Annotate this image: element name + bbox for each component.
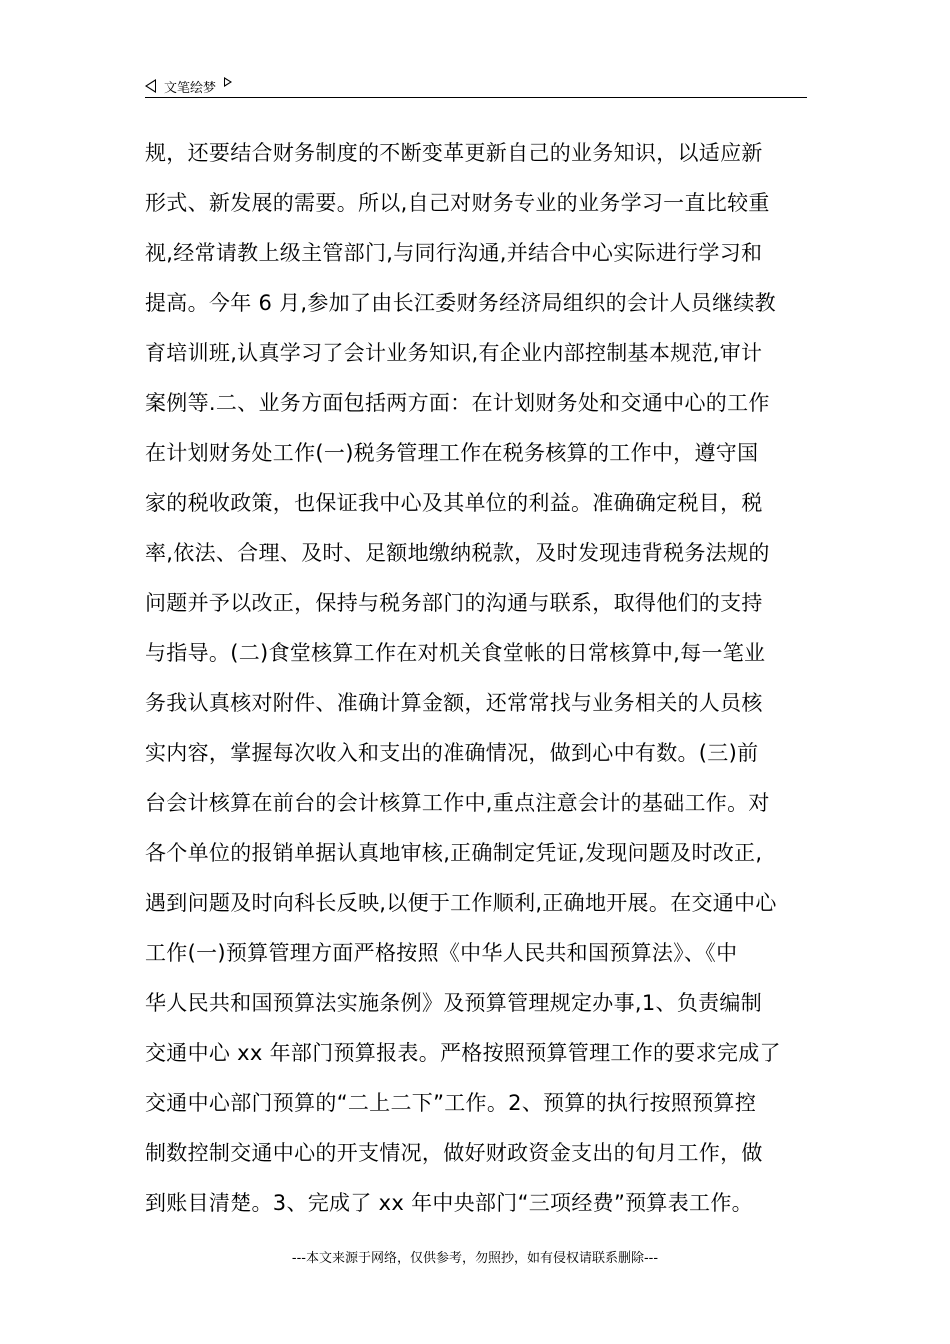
text-line: 形式、新发展的需要。所以,自己对财务专业的业务学习一直比较重 (145, 191, 770, 215)
text-line: 工作(一)预算管理方面严格按照《中华人民共和国预算法》、《中 (145, 941, 738, 965)
text-line: 育培训班,认真学习了会计业务知识,有企业内部控制基本规范,审计 (145, 341, 763, 365)
text-line: 交通中心部门预算的“二上二下”工作。2、预算的执行按照预算控 (145, 1091, 757, 1115)
text-line: 案例等.二、业务方面包括两方面：在计划财务处和交通中心的工作 (145, 391, 770, 415)
text-line: 华人民共和国预算法实施条例》及预算管理规定办事,1、负责编制 (145, 991, 763, 1015)
text-line: 遇到问题及时向科长反映,以便于工作顺利,正确地开展。在交通中心 (145, 891, 777, 915)
page-header (145, 74, 807, 98)
header-title: 文笔绘梦 (164, 80, 217, 96)
text-line: 问题并予以改正，保持与税务部门的沟通与联系，取得他们的支持 (145, 591, 763, 615)
text-line: 各个单位的报销单据认真地审核,正确制定凭证,发现问题及时改正, (145, 841, 763, 865)
text-line: 与指导。(二)食堂核算工作在对机关食堂帐的日常核算中,每一笔业 (145, 641, 766, 665)
body-text (145, 128, 807, 1228)
text-line: 实内容，掌握每次收入和支出的准确情况，做到心中有数。(三)前 (145, 741, 759, 765)
text-line: 规，还要结合财务制度的不断变革更新自己的业务知识，以适应新 (145, 141, 763, 165)
text-line: 在计划财务处工作(一)税务管理工作在税务核算的工作中，遵守国 (145, 441, 759, 465)
text-line: 务我认真核对附件、准确计算金额，还常常找与业务相关的人员核 (145, 691, 763, 715)
header-divider (145, 97, 807, 98)
text-line: 提高。今年 6 月,参加了由长江委财务经济局组织的会计人员继续教 (145, 291, 776, 315)
footer-notice: ---本文来源于网络，仅供参考，勿照抄，如有侵权请联系删除--- (291, 1251, 659, 1266)
right-triangle-icon (224, 77, 232, 87)
text-line: 台会计核算在前台的会计核算工作中,重点注意会计的基础工作。对 (145, 791, 770, 815)
text-line: 到账目清楚。3、完成了 xx 年中央部门“三项经费”预算表工作。 (145, 1191, 753, 1215)
text-line: 率,依法、合理、及时、足额地缴纳税款，及时发现违背税务法规的 (145, 541, 770, 565)
text-line: 视,经常请教上级主管部门,与同行沟通,并结合中心实际进行学习和 (145, 241, 763, 265)
text-line: 交通中心 xx 年部门预算报表。严格按照预算管理工作的要求完成了 (145, 1041, 781, 1065)
text-line: 家的税收政策，也保证我中心及其单位的利益。准确确定税目，税 (145, 491, 763, 515)
text-line: 制数控制交通中心的开支情况，做好财政资金支出的旬月工作，做 (145, 1141, 763, 1165)
left-triangle-icon (145, 79, 156, 93)
